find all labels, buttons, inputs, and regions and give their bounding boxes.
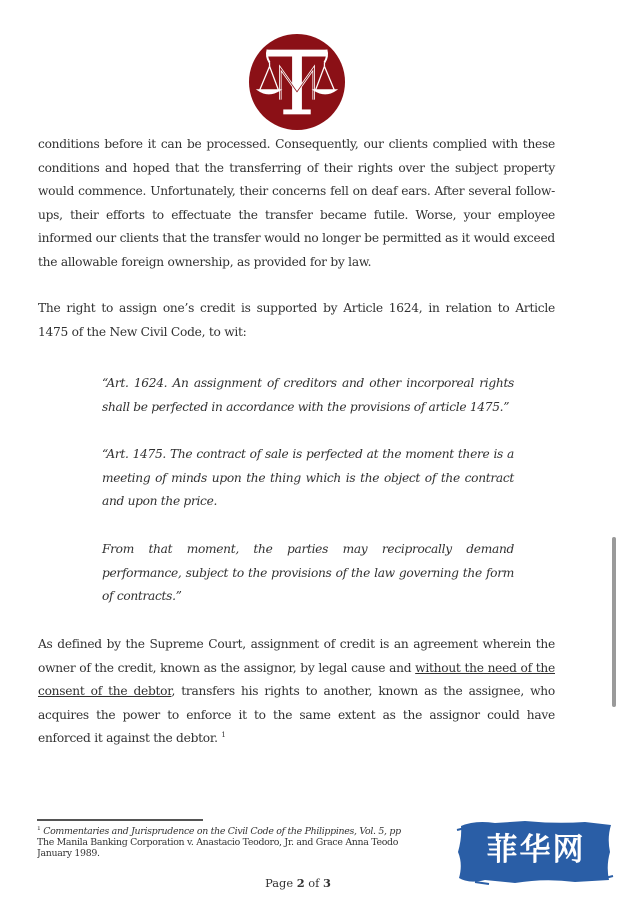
paragraph-text: , transfers his rights to another, known as the assignee, who acquires the power to enforce it to the same extent as the assignor could have enforced it against the debtor. xyxy=(38,684,555,746)
current-page: 2 xyxy=(296,876,305,890)
logo-t-stem xyxy=(292,55,302,112)
scrollbar-thumb[interactable] xyxy=(612,537,616,707)
footnote-line-3: January 1989. xyxy=(37,848,100,860)
paragraph-transfer-conditions: conditions before it can be processed. Consequently, our clients complied with these conditions and hoped that the transferring of their rights over the subject property would commence. Unfortunately, their concerns fell on deaf ears. After several follow-ups, their efforts to effectuate the transfer became futile. Worse, your employee informed our clients that the transfer would no longer be permitted as it would exceed the allowable foreign ownership, as provided for by law. xyxy=(38,137,555,269)
quote-article-1475: “Art. 1475. The contract of sale is perfected at the moment there is a meeting of minds upon the thing which is the object of the contract and upon the price. xyxy=(102,447,514,509)
footnote-divider xyxy=(37,819,203,821)
page-label: Page xyxy=(265,876,297,890)
paragraph-article-intro: The right to assign one’s credit is supported by Article 1624, in relation to Article 1475 of the New Civil Code, to wit: xyxy=(38,301,555,339)
page-of: of xyxy=(304,876,323,890)
quote-article-1624: “Art. 1624. An assignment of creditors and other incorporeal rights shall be perfected in accordance with the provisions of article 1475.” xyxy=(102,376,514,414)
firm-logo xyxy=(248,33,346,131)
footnote-mark: 1 xyxy=(37,826,41,832)
paragraph-supreme-court-definition xyxy=(38,633,555,751)
footnote-reference[interactable]: 1 xyxy=(221,731,226,740)
paragraph-text: As defined by the Supreme Court, assignment of credit is an agreement wherein the owner of the credit, known as the assignor, by legal cause and xyxy=(38,637,555,675)
footnote-source: Commentaries and Jurisprudence on the Civil Code of the Philippines, Vol. 5, pp xyxy=(43,826,401,837)
total-pages: 3 xyxy=(322,876,331,890)
quote-article-1475-continued: From that moment, the parties may reciprocally demand performance, subject to the provisions of the law governing the form of contracts.” xyxy=(102,542,514,604)
underlined-phrase: without the need of the consent of the debtor xyxy=(38,660,555,699)
watermark-text: 菲华网 xyxy=(486,832,586,868)
footnote-line-2: The Manila Banking Corporation v. Anastacio Teodoro, Jr. and Grace Anna Teodo xyxy=(37,837,399,849)
